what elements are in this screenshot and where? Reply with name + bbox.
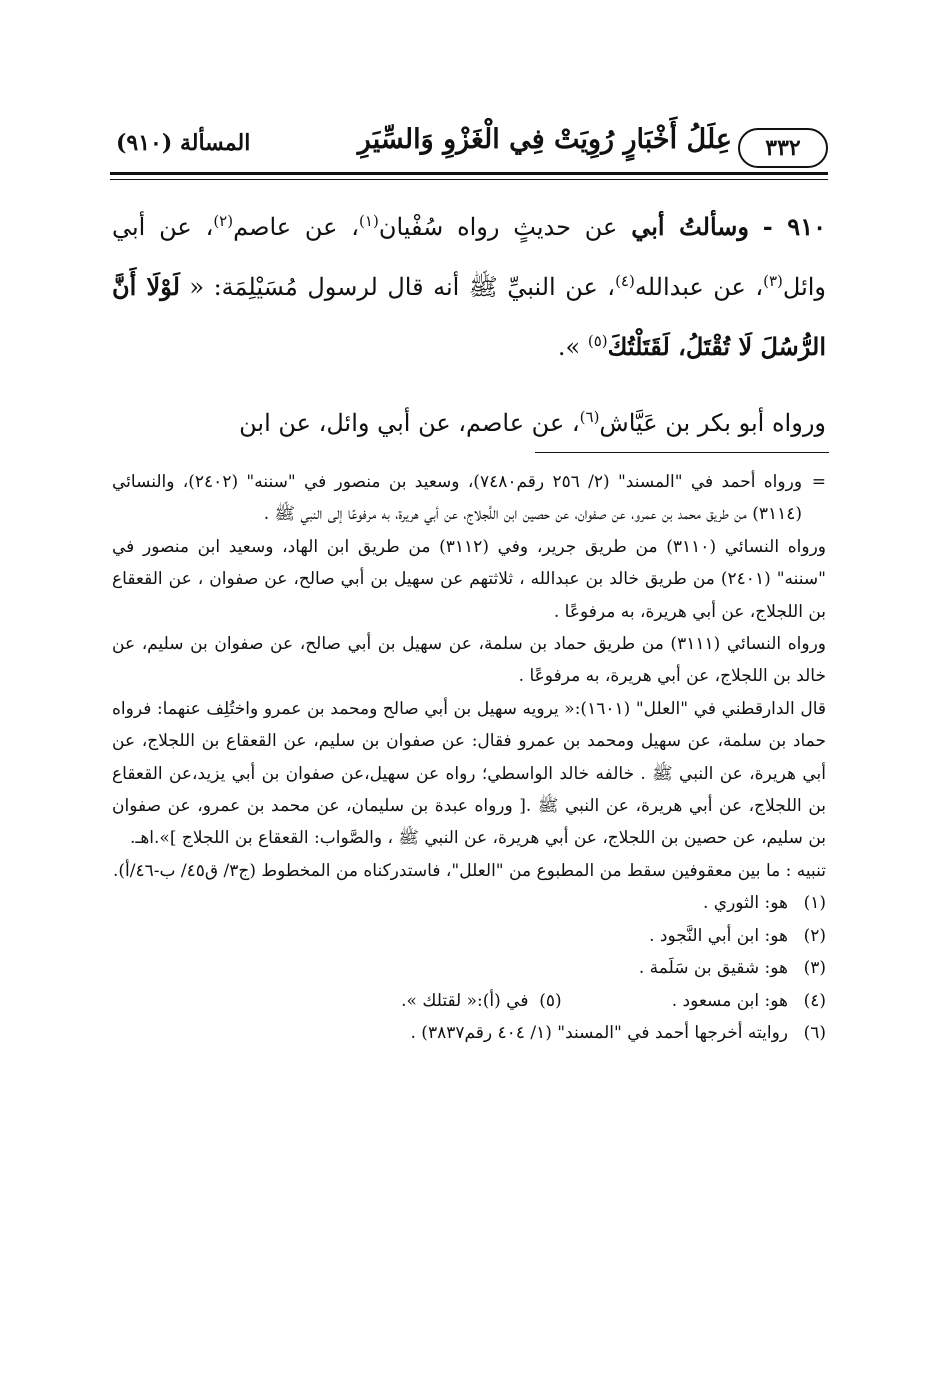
footnote-3 bbox=[112, 952, 826, 984]
text-segment: ، عن النبيِّ ﷺ أنه قال لرسول مُسَيْلِمَة: « bbox=[189, 273, 616, 301]
paragraph-question bbox=[112, 194, 826, 374]
text-segment: عن حديثٍ رواه سُفْيان bbox=[378, 213, 618, 241]
text-segment: ، عن عاصم bbox=[233, 213, 360, 241]
footnote-continuation: = ورواه أحمد في "المسند" (٢/ ٢٥٦ رقم٧٤٨٠)، وسعيد بن منصور في "سننه" (٢٤٠٢)، والنسائي (٣١١٤) من طريق محمد بن عمرو، عن صفوان، عن حصين ابن اللَّجلاج، عن أبي هريرة، به مرفوعًا إلى النبي ﷺ . bbox=[112, 466, 826, 531]
footnote-number: (٤) bbox=[803, 990, 826, 1011]
footnotes bbox=[112, 466, 826, 1049]
footnote-paragraph: ورواه النسائي (٣١١٠) من طريق جرير، وفي (٣١١٢) من طريق ابن الهاد، وسعيد ابن منصور في "سننه" (٢٤٠١) من طريق خالد بن عبدالله ، ثلاثتهم عن سهيل بن أبي صالح، عن صفوان ، عن القعقاع بن اللجلاج، عن أبي هريرة، به مرفوعًا . bbox=[112, 536, 826, 622]
header-rule-thin bbox=[110, 179, 828, 180]
footnote-2 bbox=[112, 920, 826, 952]
footnote-6 bbox=[112, 1017, 826, 1049]
footnote-text: هو: ابن أبي النَّجود . bbox=[649, 925, 788, 946]
footnote-rule bbox=[535, 452, 829, 453]
footnote-text: روايته أخرجها أحمد في "المسند" (١/ ٤٠٤ رقم٣٨٣٧) . bbox=[410, 1022, 788, 1043]
footnote-ref: (٢) bbox=[213, 212, 234, 230]
lead-phrase: وسألتُ أبي bbox=[631, 212, 749, 241]
issue-label: المسألة (٩١٠) bbox=[116, 130, 251, 156]
continuation-mark: = bbox=[811, 472, 826, 492]
footnote-text: هو: الثوري . bbox=[702, 893, 788, 914]
main-text bbox=[112, 194, 826, 450]
text-segment: ، عن أبي وائل bbox=[112, 213, 827, 301]
footnote-number: (٣) bbox=[803, 958, 826, 979]
footnote-ref: (٦) bbox=[579, 408, 600, 426]
footnote-1 bbox=[112, 887, 826, 919]
footnote-ref: (٤) bbox=[615, 272, 635, 290]
footnote-number: (٦) bbox=[803, 1022, 826, 1043]
footnote-text: هو: شقيق بن سَلَمة . bbox=[638, 958, 788, 979]
footnote-number: (١) bbox=[803, 893, 826, 914]
text-segment: ، عن عاصم، عن أبي وائل، عن ابن bbox=[239, 409, 580, 437]
footnote-4-5 bbox=[112, 985, 826, 1017]
footnote-ref: (٣) bbox=[763, 272, 783, 290]
text-segment: ورواه أبو بكر بن عَيَّاش bbox=[599, 409, 826, 437]
footnote-ref: (١) bbox=[359, 212, 379, 230]
issue-number: ٩١٠ - bbox=[762, 212, 826, 241]
footnote-paragraph: قال الدارقطني في "العلل" (١٦٠١):« يرويه سهيل بن أبي صالح ومحمد بن عمرو واختُلِف عنهما: فرواه حماد بن سلمة، عن سهيل ومحمد بن عمرو فقال: عن صفوان بن سليم، عن القعقاع بن اللجلاج، عن أبي هريرة، عن النبي ﷺ . خالفه خالد الواسطي؛ رواه عن سهيل،عن صفوان بن أبي يزيد،عن القعقاع بن اللجلاج، عن أبي هريرة، عن النبي ﷺ .[ ورواه عبدة بن سليمان، عن محمد بن عمرو، عن صفوان بن سليم، عن حصين بن اللجلاج، عن أبي هريرة، عن النبي ﷺ ، والصَّواب: القعقاع بن اللجلاج ]».اهـ. bbox=[112, 698, 826, 849]
footnote-text: في (أ):« لقتلك ». bbox=[401, 990, 529, 1011]
footnote-number: (٥) bbox=[539, 990, 562, 1011]
running-header bbox=[110, 118, 828, 166]
footnote-paragraph: ورواه النسائي (٣١١١) من طريق حماد بن سلمة، عن سهيل بن أبي صالح، عن صفوان بن سليم، عن خالد بن اللجلاج، عن أبي هريرة، به مرفوعًا . bbox=[112, 634, 826, 687]
text-segment: ، عن عبدالله bbox=[634, 273, 764, 301]
footnote-text: هو: ابن مسعود . bbox=[671, 990, 788, 1011]
footnote-paragraph: تنبيه : ما بين معقوفين سقط من المطبوع من "العلل"، فاستدركناه من المخطوط (ج٣/ ق٤٥/ ب-٤٦/أ). bbox=[112, 860, 826, 881]
page-number: ٣٣٢ bbox=[738, 128, 828, 168]
paragraph-narration bbox=[112, 390, 826, 450]
footnote-number: (٢) bbox=[803, 925, 826, 946]
header-rule-thick bbox=[110, 172, 828, 175]
running-title: عِلَلُ أَخْبَارٍ رُوِيَتْ فِي الْغَزْوِ وَالسِّيَرِ bbox=[357, 124, 732, 155]
footnote-ref: (٥) bbox=[587, 332, 608, 350]
hadith-quote: لَوْلَا أَنَّ الرُّسُلَ لَا تُقْتَلُ، لَقَتَلْتُكَ bbox=[112, 272, 826, 361]
text-segment: ». bbox=[557, 333, 581, 361]
